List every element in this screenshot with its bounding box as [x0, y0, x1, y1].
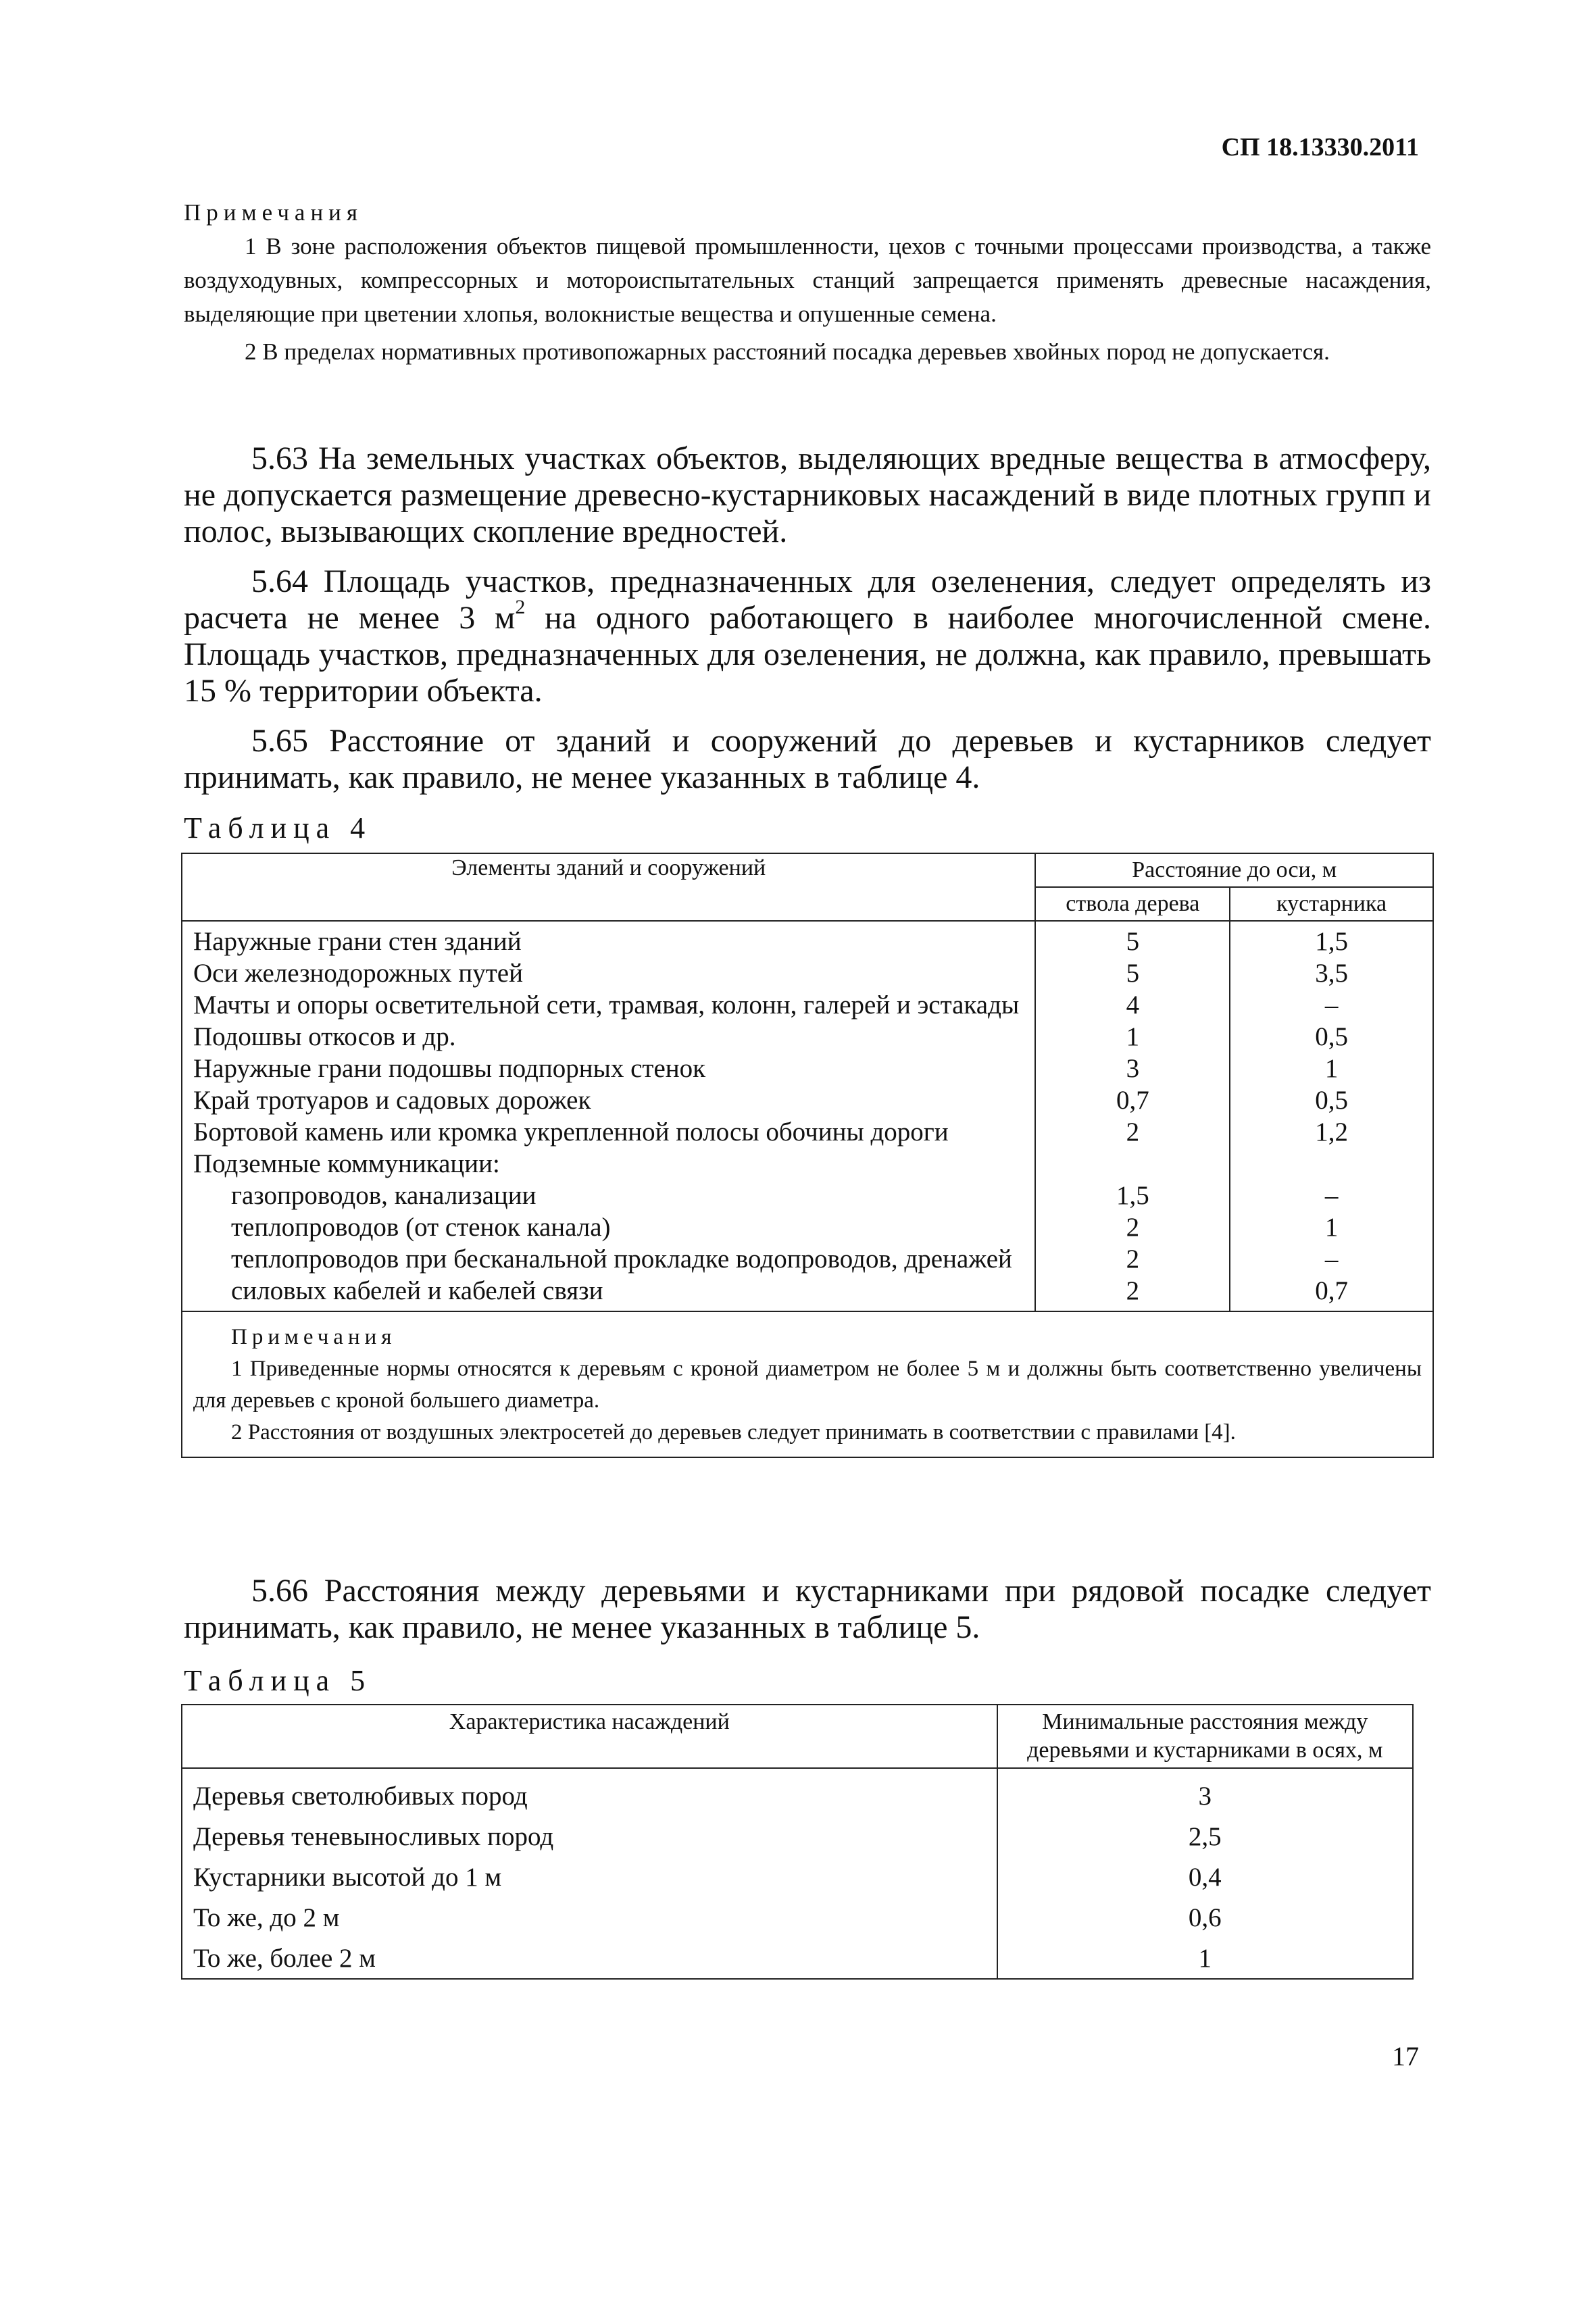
row-tree: 5	[1035, 921, 1230, 957]
clause-566-block	[184, 1573, 1431, 1659]
row-name: силовых кабелей и кабелей связи	[182, 1275, 1035, 1311]
table-row	[182, 1816, 1413, 1857]
table-notes	[182, 1311, 1433, 1457]
table-4	[181, 853, 1434, 1458]
row-tree: 2	[1035, 1116, 1230, 1148]
note-item: 1 В зоне расположения объектов пищевой промышленности, цехов с точными процессами производства, а также воздуходувных, компрессорных и мотороиспытательных станций запрещается применять древесные насаждения, выделяющие при цветении хлопья, волокнистые вещества и опушенные семена.	[184, 233, 1431, 327]
row-name: То же, до 2 м	[182, 1897, 997, 1938]
row-tree: 1,5	[1035, 1180, 1230, 1211]
row-tree: 2	[1035, 1275, 1230, 1311]
row-value: 0,6	[997, 1897, 1413, 1938]
table-note-item: 2 Расстояния от воздушных электросетей до деревьев следует принимать в соответствии с правилами [4].	[231, 1420, 1236, 1444]
col-header-distance: Расстояние до оси, м	[1035, 853, 1433, 887]
table4-title: Таблица 4	[184, 811, 372, 845]
table-row	[182, 1180, 1433, 1211]
table-row	[182, 1021, 1433, 1053]
table-row	[182, 1938, 1413, 1979]
row-name: теплопроводов (от стенок канала)	[182, 1211, 1035, 1243]
row-name: теплопроводов при бесканальной прокладке водопроводов, дренажей	[182, 1243, 1035, 1275]
table-row	[182, 1768, 1413, 1816]
clause-5-64-part2: на одного работающего в наиболее многочисленной смене. Площадь участков, предназначенных для озеленения, не должна, как правило, превышать 15 % территории объекта.	[184, 600, 1431, 709]
row-shrub: –	[1230, 1180, 1433, 1211]
row-shrub: 1	[1230, 1211, 1433, 1243]
col-header-characteristic: Характеристика насаждений	[182, 1705, 997, 1768]
row-shrub: 0,5	[1230, 1021, 1433, 1053]
table-row	[182, 957, 1433, 989]
row-name: Оси железнодорожных путей	[182, 957, 1035, 989]
row-tree: 2	[1035, 1211, 1230, 1243]
notes-heading: Примечания	[184, 199, 364, 226]
row-shrub: 1,2	[1230, 1116, 1433, 1148]
row-tree: 4	[1035, 989, 1230, 1021]
row-tree: 3	[1035, 1053, 1230, 1084]
page-number: 17	[1392, 2041, 1419, 2071]
table-notes-row	[182, 1311, 1433, 1457]
row-name: То же, более 2 м	[182, 1938, 997, 1979]
row-name: Подошвы откосов и др.	[182, 1021, 1035, 1053]
row-name: Кустарники высотой до 1 м	[182, 1857, 997, 1897]
row-value: 2,5	[997, 1816, 1413, 1857]
table-row	[182, 1857, 1413, 1897]
row-shrub: –	[1230, 989, 1433, 1021]
clauses-563-565	[184, 441, 1431, 809]
table-row	[182, 1084, 1433, 1116]
row-shrub: 0,5	[1230, 1084, 1433, 1116]
row-shrub: 1,5	[1230, 921, 1433, 957]
document-code: СП 18.13330.2011	[1221, 133, 1419, 161]
table-note-item: 1 Приведенные нормы относятся к деревьям с кроной диаметром не более 5 м и должны быть соответственно увеличены для деревьев с кроной большего диаметра.	[193, 1357, 1422, 1413]
col-header-elements: Элементы зданий и сооружений	[182, 853, 1035, 921]
row-shrub: 0,7	[1230, 1275, 1433, 1311]
table-row	[182, 921, 1433, 957]
row-tree: 1	[1035, 1021, 1230, 1053]
table-5	[181, 1704, 1414, 1980]
row-shrub	[1230, 1148, 1433, 1180]
row-name: Край тротуаров и садовых дорожек	[182, 1084, 1035, 1116]
clause-5-64	[184, 563, 1431, 709]
table-row	[182, 1275, 1433, 1311]
row-shrub: 3,5	[1230, 957, 1433, 989]
row-name: Подземные коммуникации:	[182, 1148, 1035, 1180]
row-tree: 2	[1035, 1243, 1230, 1275]
col-header-shrub: кустарника	[1230, 887, 1433, 921]
row-name: Деревья светолюбивых пород	[182, 1768, 997, 1816]
clause-5-66: 5.66 Расстояния между деревьями и кустарниками при рядовой посадке следует принимать, как правило, не менее указанных в таблице 5.	[184, 1573, 1431, 1645]
row-name: газопроводов, канализации	[182, 1180, 1035, 1211]
row-name: Наружные грани подошвы подпорных стенок	[182, 1053, 1035, 1084]
row-name: Деревья теневыносливых пород	[182, 1816, 997, 1857]
table-row	[182, 1053, 1433, 1084]
row-name: Мачты и опоры осветительной сети, трамвая, колонн, галерей и эстакады	[182, 989, 1035, 1021]
row-shrub: –	[1230, 1243, 1433, 1275]
row-tree: 5	[1035, 957, 1230, 989]
table5-title: Таблица 5	[184, 1664, 372, 1697]
note-item: 2 В пределах нормативных противопожарных расстояний посадка деревьев хвойных пород не допускается.	[245, 338, 1330, 365]
table-row	[182, 989, 1433, 1021]
row-name: Бортовой камень или кромка укрепленной полосы обочины дороги	[182, 1116, 1035, 1148]
table-notes-heading: Примечания	[231, 1325, 397, 1349]
notes-block	[184, 196, 1431, 369]
row-value: 3	[997, 1768, 1413, 1816]
clause-5-64-part1: 5.64 Площадь участков, предназначенных для озеленения, следует определять из расчета не менее 3 м	[184, 563, 1431, 636]
table-row	[182, 1243, 1433, 1275]
table-row	[182, 1211, 1433, 1243]
row-value: 0,4	[997, 1857, 1413, 1897]
row-tree	[1035, 1148, 1230, 1180]
row-value: 1	[997, 1938, 1413, 1979]
table-row	[182, 1116, 1433, 1148]
clause-5-63: 5.63 На земельных участках объектов, выделяющих вредные вещества в атмосферу, не допускается размещение древесно-кустарниковых насаждений в виде плотных групп и полос, вызывающих скопление вредностей.	[184, 441, 1431, 549]
row-name: Наружные грани стен зданий	[182, 921, 1035, 957]
table-row	[182, 1148, 1433, 1180]
col-header-tree: ствола дерева	[1035, 887, 1230, 921]
clause-5-65: 5.65 Расстояние от зданий и сооружений до деревьев и кустарников следует принимать, как правило, не менее указанных в таблице 4.	[184, 723, 1431, 795]
row-shrub: 1	[1230, 1053, 1433, 1084]
row-tree: 0,7	[1035, 1084, 1230, 1116]
col-header-min-distance: Минимальные расстояния между деревьями и кустарниками в осях, м	[997, 1705, 1413, 1768]
superscript: 2	[515, 596, 526, 618]
table-row	[182, 1897, 1413, 1938]
